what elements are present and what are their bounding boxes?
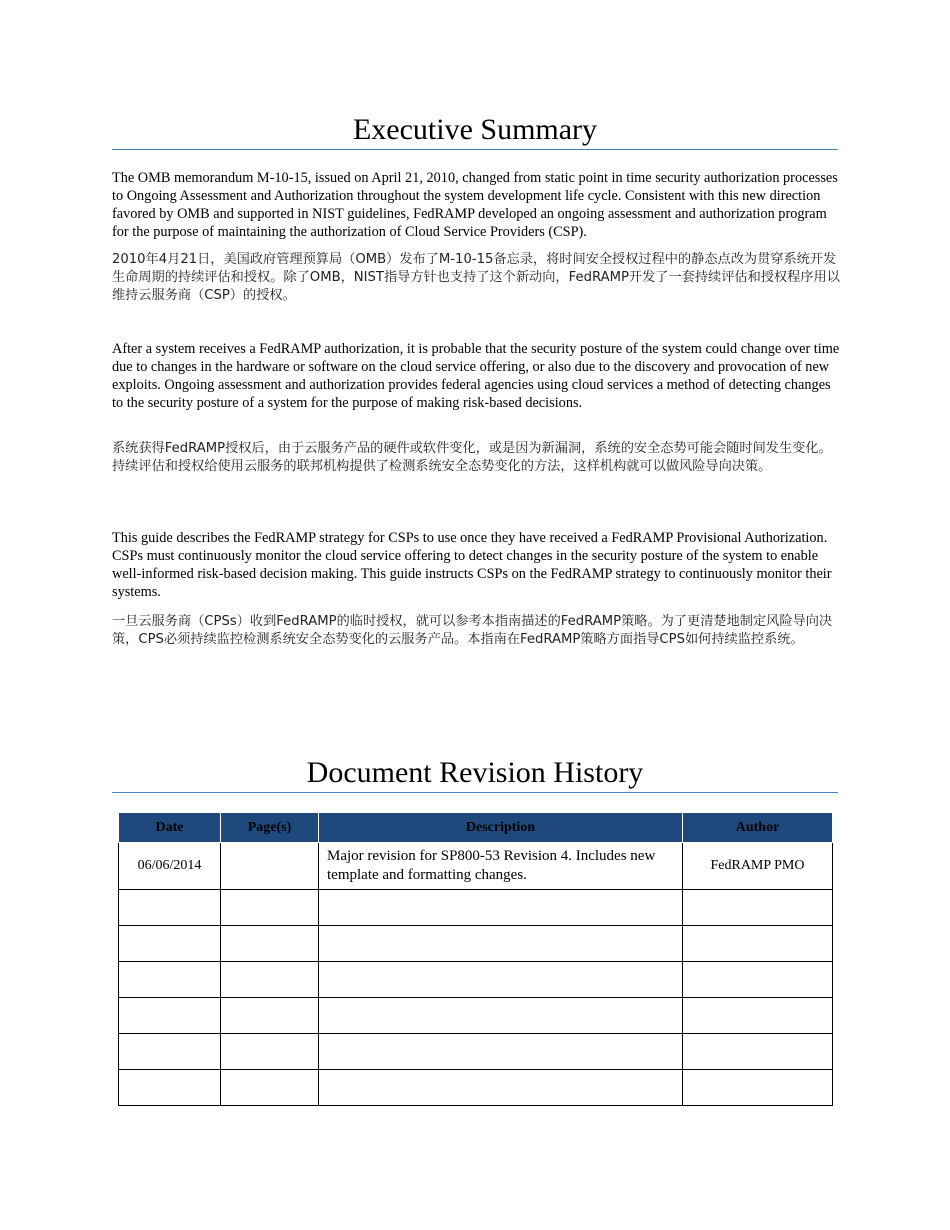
executive-summary-title: Executive Summary [112, 112, 838, 150]
summary-paragraph-2-cn: 系统获得FedRAMP授权后，由于云服务产品的硬件或软件变化，或是因为新漏洞，系统的安全态势可能会随时间发生变化。持续评估和授权给使用云服务的联邦机构提供了检测系统安全态势变化的方法，这样机构就可以做风险导向决策。 [112, 441, 832, 474]
table-row [119, 998, 833, 1034]
column-header-description: Description [319, 813, 683, 843]
empty-cell [119, 1070, 221, 1106]
empty-cell [119, 998, 221, 1034]
empty-cell [319, 1034, 683, 1070]
empty-cell [119, 926, 221, 962]
cell-pages [221, 843, 319, 890]
empty-cell [683, 1034, 833, 1070]
column-header-pages: Page(s) [221, 813, 319, 843]
empty-cell [221, 926, 319, 962]
empty-cell [221, 1034, 319, 1070]
empty-cell [683, 890, 833, 926]
empty-cell [319, 998, 683, 1034]
table-row [119, 962, 833, 998]
cell-description: Major revision for SP800-53 Revision 4. Includes new template and formatting changes. [319, 843, 683, 890]
revision-history-table [118, 812, 833, 1106]
empty-cell [319, 962, 683, 998]
summary-paragraph-1-cn: 2010年4月21日，美国政府管理预算局（OMB）发布了M-10-15备忘录，将时间安全授权过程中的静态点改为贯穿系统开发生命周期的持续评估和授权。除了OMB，NIST指导方针也支持了这个新动向，FedRAMP开发了一套持续评估和授权程序用以维持云服务商（CSP）的授权。 [112, 252, 840, 303]
empty-cell [683, 962, 833, 998]
empty-cell [683, 1070, 833, 1106]
empty-cell [319, 1070, 683, 1106]
column-header-author: Author [683, 813, 833, 843]
empty-cell [319, 890, 683, 926]
summary-paragraph-3-cn: 一旦云服务商（CPSs）收到FedRAMP的临时授权，就可以参考本指南描述的FedRAMP策略。为了更清楚地制定风险导向决策，CPS必须持续监控检测系统安全态势变化的云服务产品。本指南在FedRAMP策略方面指导CPS如何持续监控系统。 [112, 614, 833, 647]
empty-cell [119, 962, 221, 998]
empty-cell [119, 890, 221, 926]
table-row [119, 843, 833, 890]
empty-cell [221, 890, 319, 926]
empty-cell [119, 1034, 221, 1070]
table-row [119, 1070, 833, 1106]
column-header-date: Date [119, 813, 221, 843]
table-row [119, 890, 833, 926]
summary-paragraph-1: The OMB memorandum M-10-15, issued on April 21, 2010, changed from static point in time security authorization processes to Ongoing Assessment and Authorization throughout the system development life cycle. Consistent with this new direction favored by OMB and supported in NIST guidelines, FedRAMP developed an ongoing assessment and authorization program for the purpose of maintaining the authorization of Cloud Service Providers (CSP). [112, 170, 838, 240]
summary-paragraph-2: After a system receives a FedRAMP authorization, it is probable that the security posture of the system could change over time due to changes in the hardware or software on the cloud service offering, or also due to the discovery and provocation of new exploits. Ongoing assessment and authorization provides federal agencies using cloud services a method of detecting changes to the security posture of a system for the purpose of making risk-based decisions. [112, 341, 840, 411]
empty-cell [319, 926, 683, 962]
cell-author: FedRAMP PMO [683, 843, 833, 890]
empty-cell [221, 998, 319, 1034]
cell-date: 06/06/2014 [119, 843, 221, 890]
summary-paragraph-3: This guide describes the FedRAMP strategy for CSPs to use once they have received a FedRAMP Provisional Authorization. CSPs must continuously monitor the cloud service offering to detect changes in the security posture of the system to enable well-informed risk-based decision making. This guide instructs CSPs on the FedRAMP strategy to continuously monitor their systems. [112, 530, 832, 600]
table-row [119, 926, 833, 962]
empty-cell [683, 926, 833, 962]
table-row [119, 1034, 833, 1070]
empty-cell [221, 962, 319, 998]
revision-history-title: Document Revision History [112, 755, 838, 793]
empty-cell [683, 998, 833, 1034]
table-header-row [119, 813, 833, 843]
empty-cell [221, 1070, 319, 1106]
